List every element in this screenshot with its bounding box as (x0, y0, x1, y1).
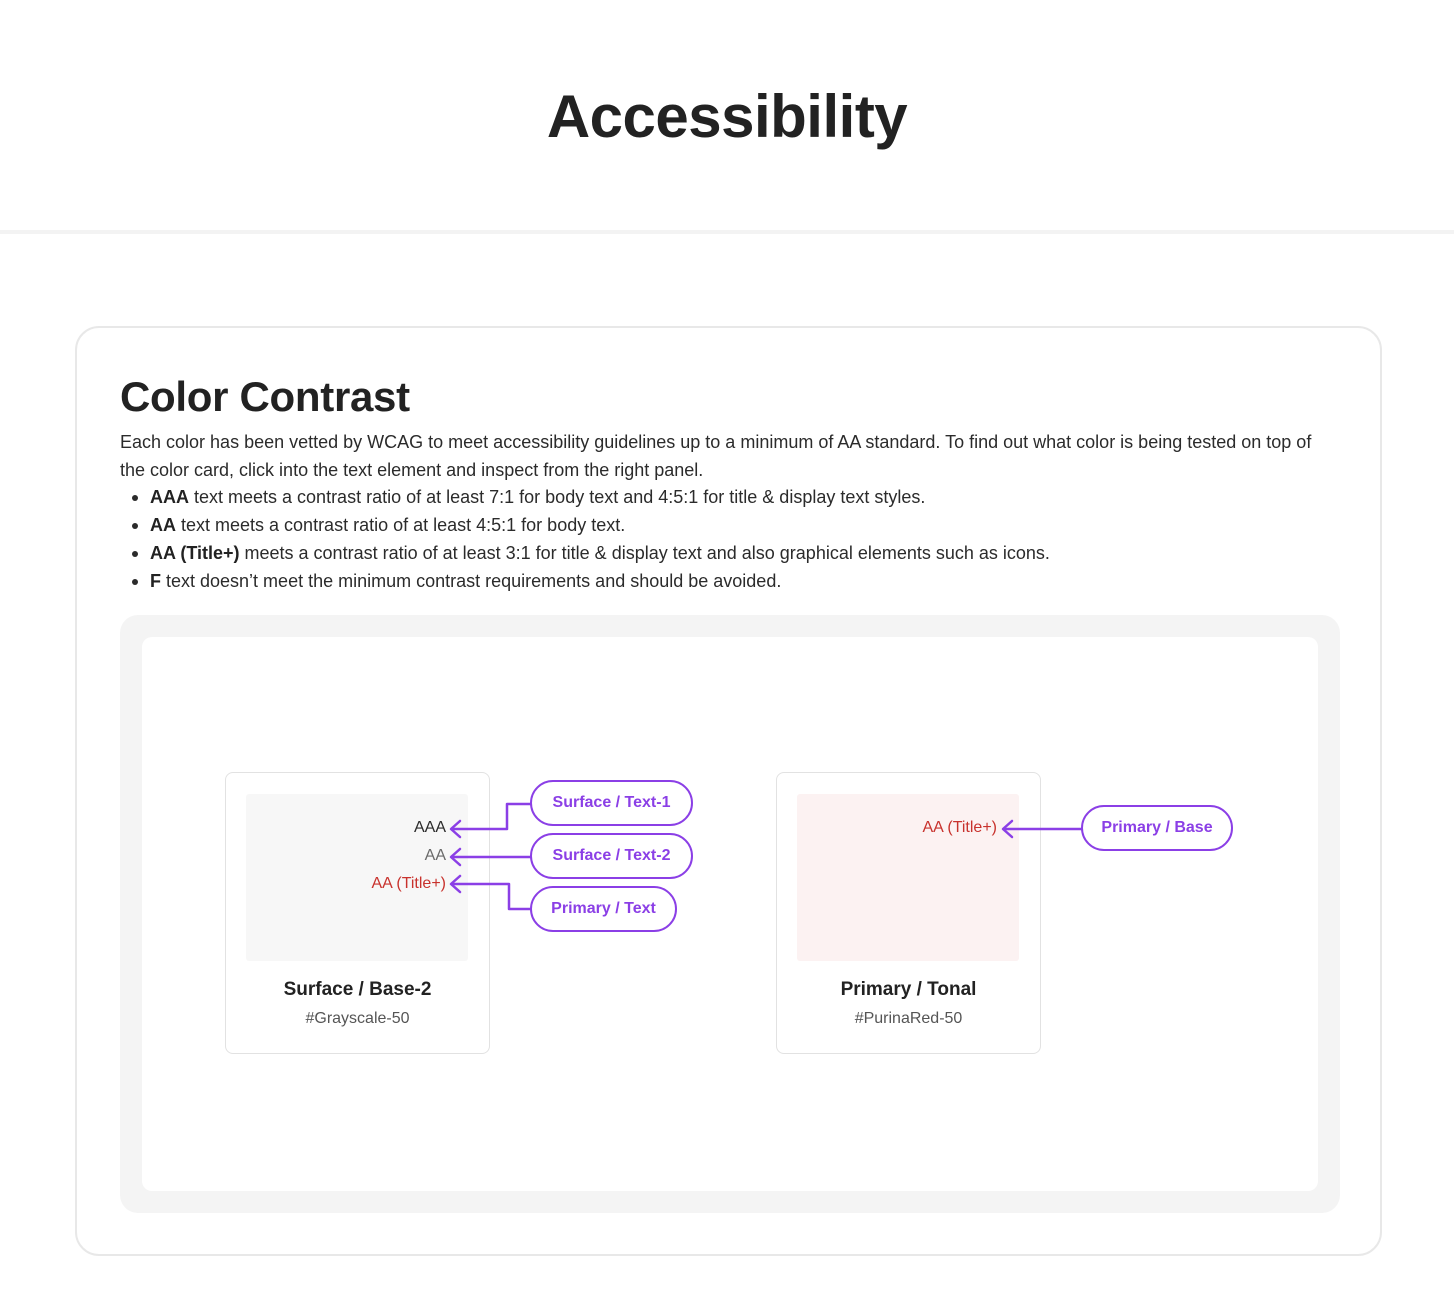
card-hex: #PurinaRed-50 (854, 1010, 963, 1027)
color-card-primary-tonal[interactable] (776, 772, 1041, 1054)
card-name: Surface / Base-2 (283, 979, 432, 1000)
rating-desc: text meets a contrast ratio of at least 7:1 for body text and 4:5:1 for title & display text styles. (189, 487, 926, 507)
intro-text: Each color has been vetted by WCAG to meet accessibility guidelines up to a minimum of AA standard. To find out what color is being tested on top of the color card, click into the text element and inspect from the right panel. (120, 432, 1312, 480)
color-contrast-section (75, 326, 1382, 1256)
sample-text-aa-title[interactable]: AA (Title+) (922, 819, 997, 836)
token-pill-primary-base[interactable]: Primary / Base (1081, 805, 1233, 851)
rating-term: AAA (150, 487, 189, 507)
rating-item-aa-title (130, 539, 1050, 567)
demo-canvas (142, 637, 1318, 1191)
rating-desc: meets a contrast ratio of at least 3:1 for title & display text and also graphical elements such as icons. (239, 543, 1050, 563)
token-pill-surface-text-2[interactable]: Surface / Text-2 (530, 833, 693, 879)
sample-text-aa-title[interactable]: AA (Title+) (371, 875, 446, 892)
sample-text-aaa[interactable]: AAA (413, 819, 446, 836)
page-header (0, 0, 1454, 234)
color-swatch (246, 794, 468, 961)
token-pill-surface-text-1[interactable]: Surface / Text-1 (530, 780, 693, 826)
card-name: Primary / Tonal (840, 979, 977, 1000)
rating-desc: text meets a contrast ratio of at least 4:5:1 for body text. (176, 515, 626, 535)
rating-item-f (130, 567, 1050, 595)
rating-item-aa (130, 511, 1050, 539)
rating-item-aaa (130, 483, 1050, 511)
token-pill-primary-text[interactable]: Primary / Text (530, 886, 677, 932)
demo-frame (120, 615, 1340, 1213)
card-hex: #Grayscale-50 (305, 1010, 410, 1027)
rating-term: F (150, 571, 161, 591)
rating-list (130, 483, 1050, 595)
rating-desc: text doesn’t meet the minimum contrast requirements and should be avoided. (161, 571, 782, 591)
rating-term: AA (150, 515, 176, 535)
rating-term: AA (Title+) (150, 543, 240, 563)
color-card-surface-base-2[interactable] (225, 772, 490, 1054)
sample-text-aa[interactable]: AA (424, 847, 446, 864)
page-title: Accessibility (546, 83, 908, 150)
section-title: Color Contrast (120, 373, 410, 420)
color-swatch (797, 794, 1019, 961)
